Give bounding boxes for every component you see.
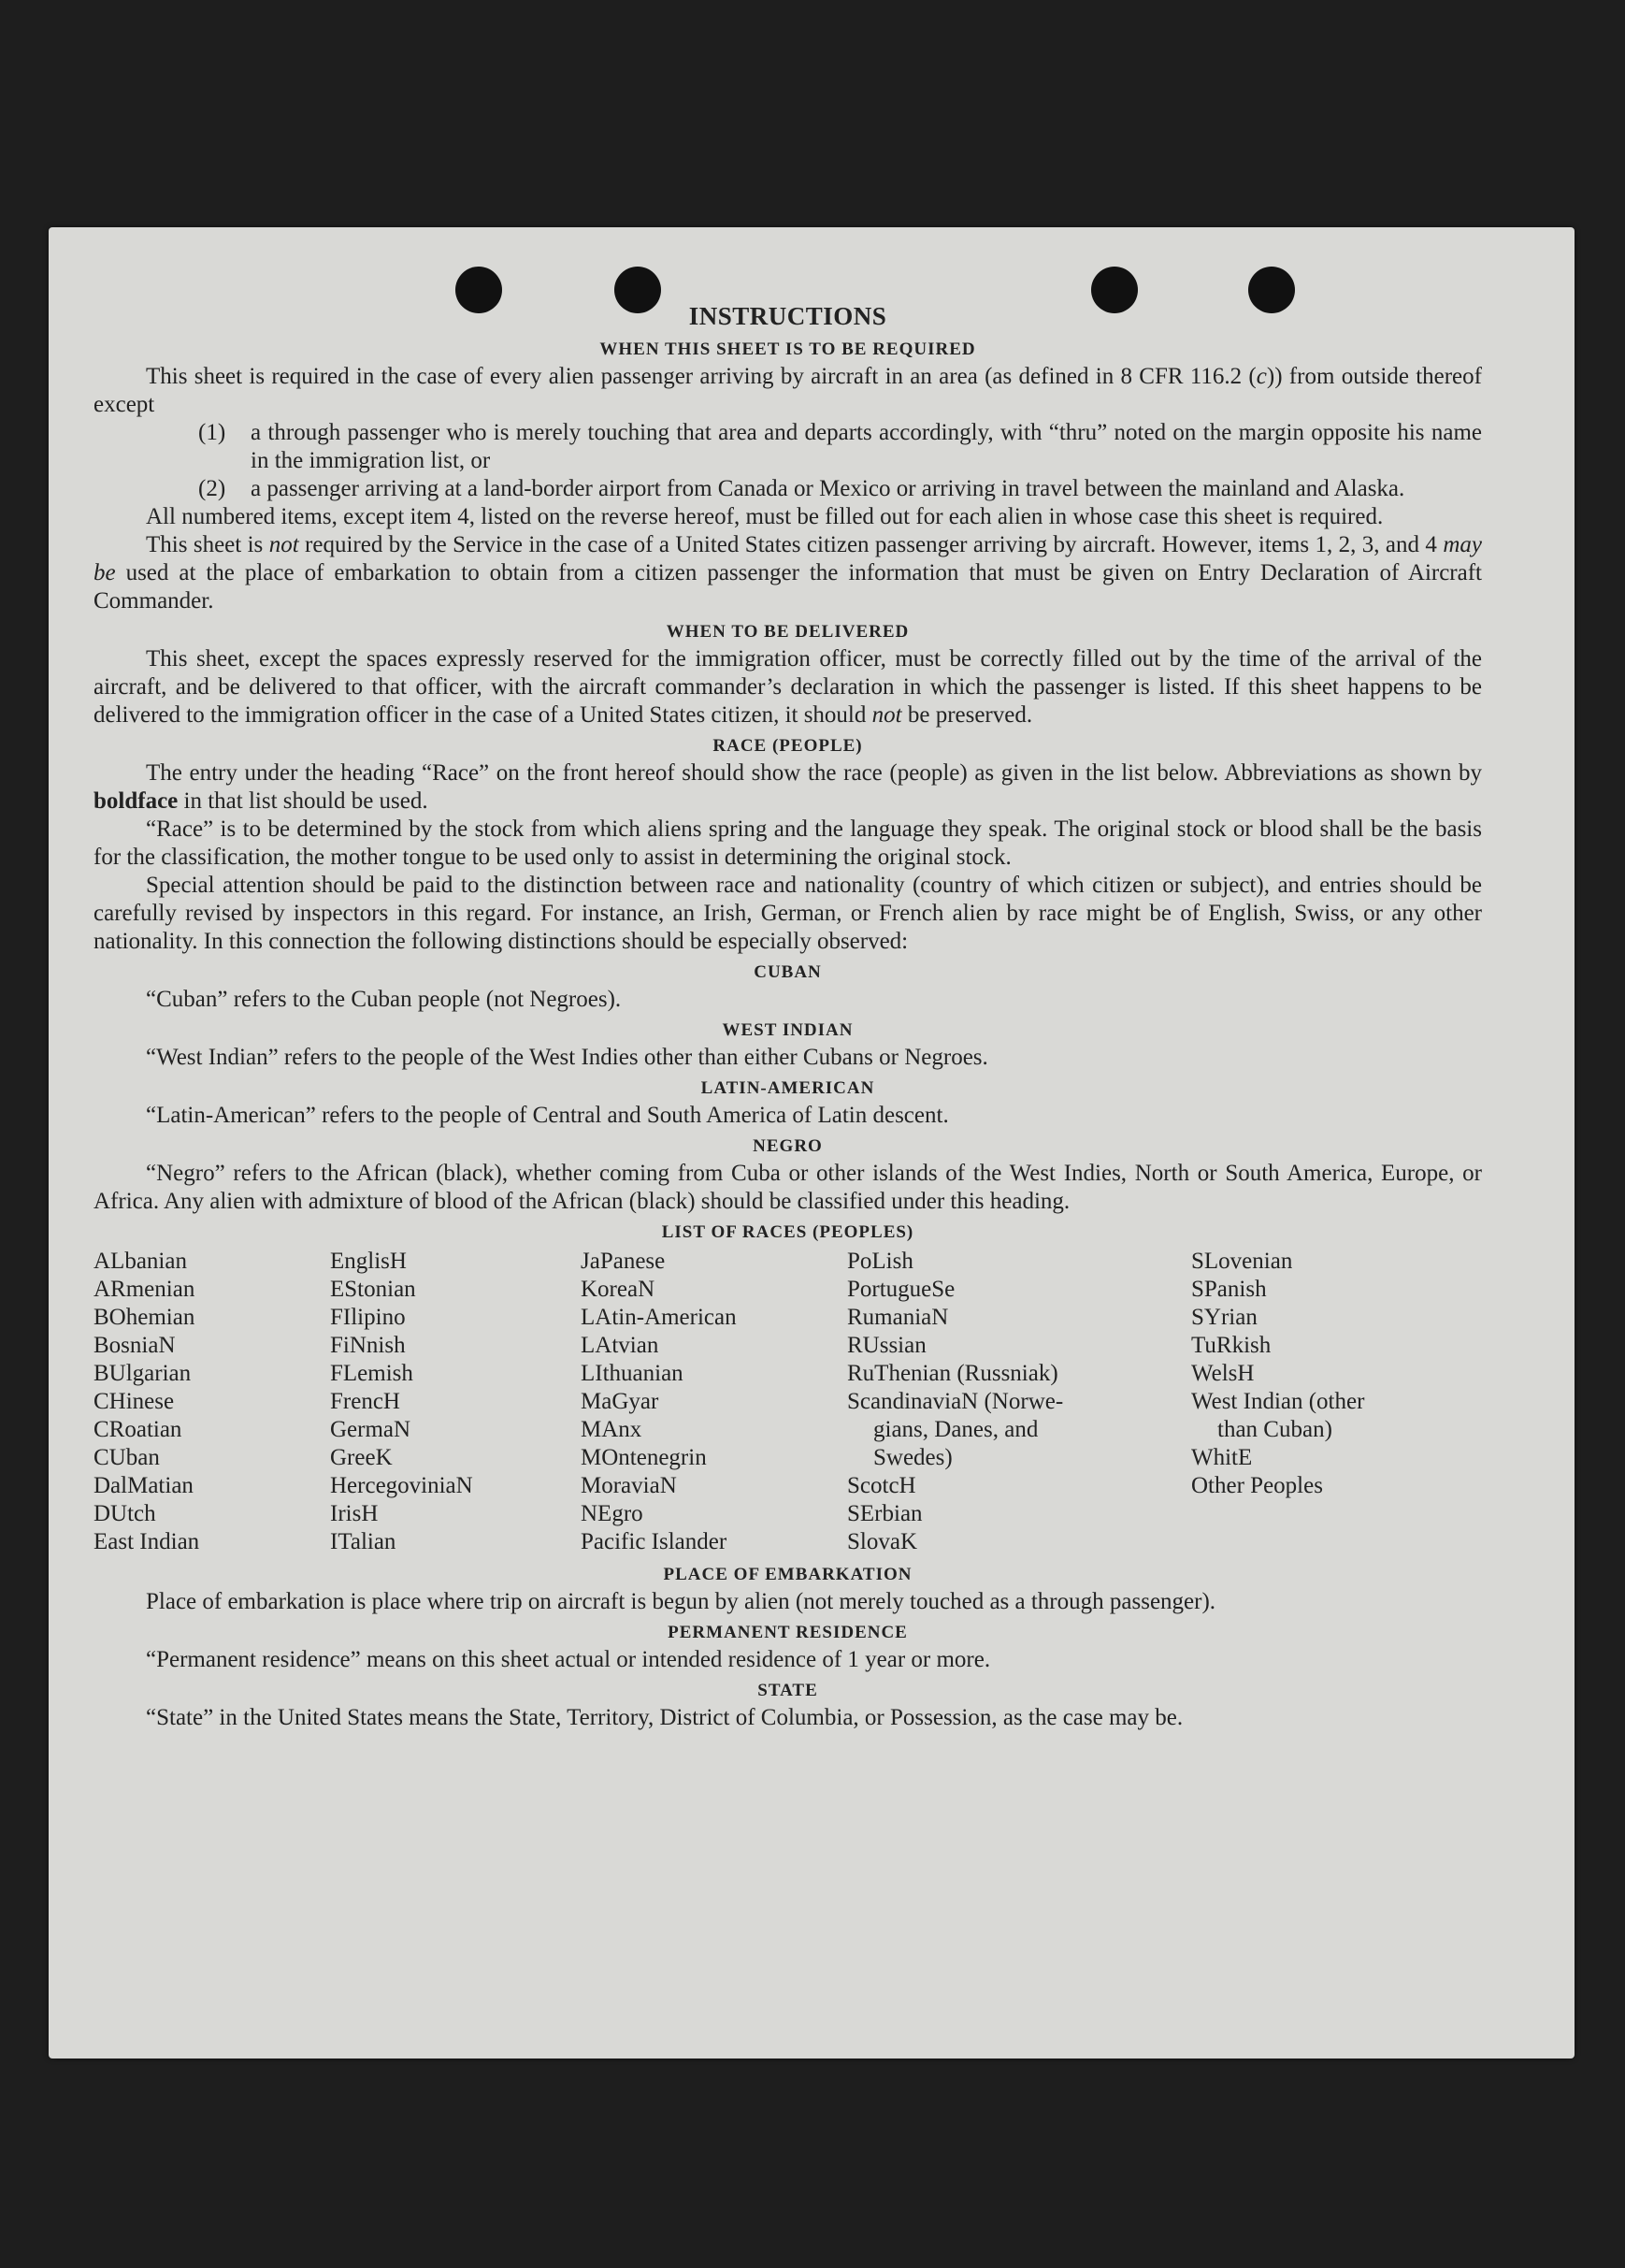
heading-residence: PERMANENT RESIDENCE — [668, 1623, 908, 1642]
race-list — [93, 1248, 1482, 1556]
heading-when-delivered: WHEN TO BE DELIVERED — [666, 622, 910, 642]
paragraph: The entry under the heading “Race” on the front hereof should show the race (people) as given in the list below. Abbreviations as shown by boldface in that list should be used. — [93, 760, 1482, 814]
race-item: CHinese — [93, 1389, 175, 1414]
race-item: Other Peoples — [1191, 1473, 1323, 1498]
race-item: gians, Danes, and — [873, 1417, 1039, 1442]
race-item: TuRkish — [1191, 1333, 1272, 1358]
race-item: Swedes) — [873, 1445, 953, 1470]
race-column — [581, 1248, 847, 1556]
heading-negro: NEGRO — [753, 1136, 823, 1156]
race-item: DUtch — [93, 1501, 156, 1526]
paragraph: Special attention should be paid to the distinction between race and nationality (country of which citizen or subject), and entries should be carefully revised by inspectors in this regard. For instance, an Irish, German, or French alien by race might be of English, Swiss, or any other nationality. In this connection the following distinctions should be especially observed: — [93, 873, 1482, 954]
race-item: than Cuban) — [1217, 1417, 1332, 1442]
race-item: RumaniaN — [847, 1305, 949, 1330]
race-item: BUlgarian — [93, 1361, 192, 1386]
race-item: HercegoviniaN — [330, 1473, 473, 1498]
paragraph: “West Indian” refers to the people of the West Indies other than either Cubans or Negroes. — [146, 1045, 988, 1070]
paragraph: Place of embarkation is place where trip on aircraft is begun by alien (not merely touched as a through passenger). — [146, 1589, 1216, 1614]
race-item: ITalian — [330, 1529, 396, 1554]
item-number: (1) — [198, 420, 226, 445]
race-item: East Indian — [93, 1529, 200, 1554]
race-item: WelsH — [1191, 1361, 1255, 1386]
race-column — [1191, 1248, 1482, 1556]
race-item: IrisH — [330, 1501, 379, 1526]
race-item: GermaN — [330, 1417, 411, 1442]
race-item: ALbanian — [93, 1249, 187, 1274]
race-item: Pacific Islander — [581, 1529, 727, 1554]
race-item: MAnx — [581, 1417, 642, 1442]
heading-embarkation: PLACE OF EMBARKATION — [663, 1565, 913, 1584]
race-item: MaGyar — [581, 1389, 659, 1414]
heading-list-of-races: LIST OF RACES (PEOPLES) — [661, 1222, 914, 1242]
race-item: MoraviaN — [581, 1473, 677, 1498]
paragraph: This sheet is required in the case of every alien passenger arriving by aircraft in an area (as defined in 8 CFR 116.2 (c)) from outside thereof except — [93, 364, 1482, 417]
race-item: LIthuanian — [581, 1361, 683, 1386]
race-item: West Indian (other — [1191, 1389, 1365, 1414]
paragraph: “State” in the United States means the State, Territory, District of Columbia, or Possession, as the case may be. — [146, 1705, 1184, 1730]
race-item: PoLish — [847, 1249, 913, 1274]
race-item: DalMatian — [93, 1473, 194, 1498]
race-item: ARmenian — [93, 1277, 195, 1302]
heading-latin-american: LATIN-AMERICAN — [700, 1078, 875, 1098]
race-item: LAtvian — [581, 1333, 659, 1358]
race-item: SlovaK — [847, 1529, 917, 1554]
paragraph: “Negro” refers to the African (black), whether coming from Cuba or other islands of the West Indies, North or South America, Europe, or Africa. Any alien with admixture of blood of the African (black) should be classified under this heading. — [93, 1161, 1482, 1214]
race-item: EStonian — [330, 1277, 416, 1302]
heading-west-indian: WEST INDIAN — [722, 1020, 854, 1040]
paragraph: “Permanent residence” means on this sheet actual or intended residence of 1 year or more. — [146, 1647, 991, 1672]
paragraph: “Latin-American” refers to the people of Central and South America of Latin descent. — [146, 1103, 949, 1128]
list-item — [198, 475, 1482, 503]
item-text: a passenger arriving at a land-border airport from Canada or Mexico or arriving in travel between the mainland and Alaska. — [251, 476, 1405, 501]
paragraph: All numbered items, except item 4, listed on the reverse hereof, must be filled out for each alien in whose case this sheet is required. — [146, 504, 1384, 529]
race-item: PortugueSe — [847, 1277, 956, 1302]
race-item: ScandinaviaN (Norwe- — [847, 1389, 1064, 1414]
paragraph: “Cuban” refers to the Cuban people (not Negroes). — [146, 987, 622, 1012]
race-item: CRoatian — [93, 1417, 182, 1442]
item-number: (2) — [198, 476, 226, 501]
heading-when-required: WHEN THIS SHEET IS TO BE REQUIRED — [599, 339, 976, 359]
race-item: BosniaN — [93, 1333, 176, 1358]
race-item: ScotcH — [847, 1473, 916, 1498]
paragraph: This sheet, except the spaces expressly reserved for the immigration officer, must be correctly filled out by the time of the arrival of the aircraft, and be delivered to that officer, with the aircraft commander’s declaration in which the passenger is listed. If this sheet happens to be delivered to the immigration officer in the case of a United States citizen, it should not be preserved. — [93, 646, 1482, 728]
race-column — [330, 1248, 581, 1556]
race-item: WhitE — [1191, 1445, 1253, 1470]
race-item: EnglisH — [330, 1249, 407, 1274]
instructions-body — [93, 299, 1482, 1732]
race-item: RUssian — [847, 1333, 927, 1358]
race-item: SPanish — [1191, 1277, 1267, 1302]
race-item: GreeK — [330, 1445, 393, 1470]
race-item: JaPanese — [581, 1249, 666, 1274]
race-item: KoreaN — [581, 1277, 655, 1302]
race-column — [93, 1248, 330, 1556]
race-item: CUban — [93, 1445, 160, 1470]
race-item: FIlipino — [330, 1305, 406, 1330]
race-item: SErbian — [847, 1501, 923, 1526]
race-item: FLemish — [330, 1361, 413, 1386]
race-column — [847, 1248, 1191, 1556]
race-item: BOhemian — [93, 1305, 195, 1330]
item-text: a through passenger who is merely touching that area and departs accordingly, with “thru” noted on the margin opposite his name in the immigration list, or — [251, 420, 1482, 473]
race-item: MOntenegrin — [581, 1445, 707, 1470]
race-item: FrencH — [330, 1389, 400, 1414]
paragraph: This sheet is not required by the Service in the case of a United States citizen passenger arriving by aircraft. However, items 1, 2, 3, and 4 may be used at the place of embarkation to obtain from a citizen passenger the information that must be given on Entry Declaration of Aircraft Commander. — [93, 532, 1482, 614]
race-item: FiNnish — [330, 1333, 406, 1358]
heading-state: STATE — [757, 1681, 818, 1700]
race-item: NEgro — [581, 1501, 643, 1526]
race-item: SLovenian — [1191, 1249, 1293, 1274]
paragraph: “Race” is to be determined by the stock from which aliens spring and the language they speak. The original stock or blood shall be the basis for the classification, the mother tongue to be used only to assist in determining the original stock. — [93, 816, 1482, 870]
page-title: INSTRUCTIONS — [688, 302, 887, 330]
list-item — [198, 419, 1482, 475]
race-item: LAtin-American — [581, 1305, 737, 1330]
race-item: SYrian — [1191, 1305, 1258, 1330]
heading-race: RACE (PEOPLE) — [712, 736, 863, 756]
heading-cuban: CUBAN — [754, 962, 822, 982]
race-item: RuThenian (Russniak) — [847, 1361, 1058, 1386]
